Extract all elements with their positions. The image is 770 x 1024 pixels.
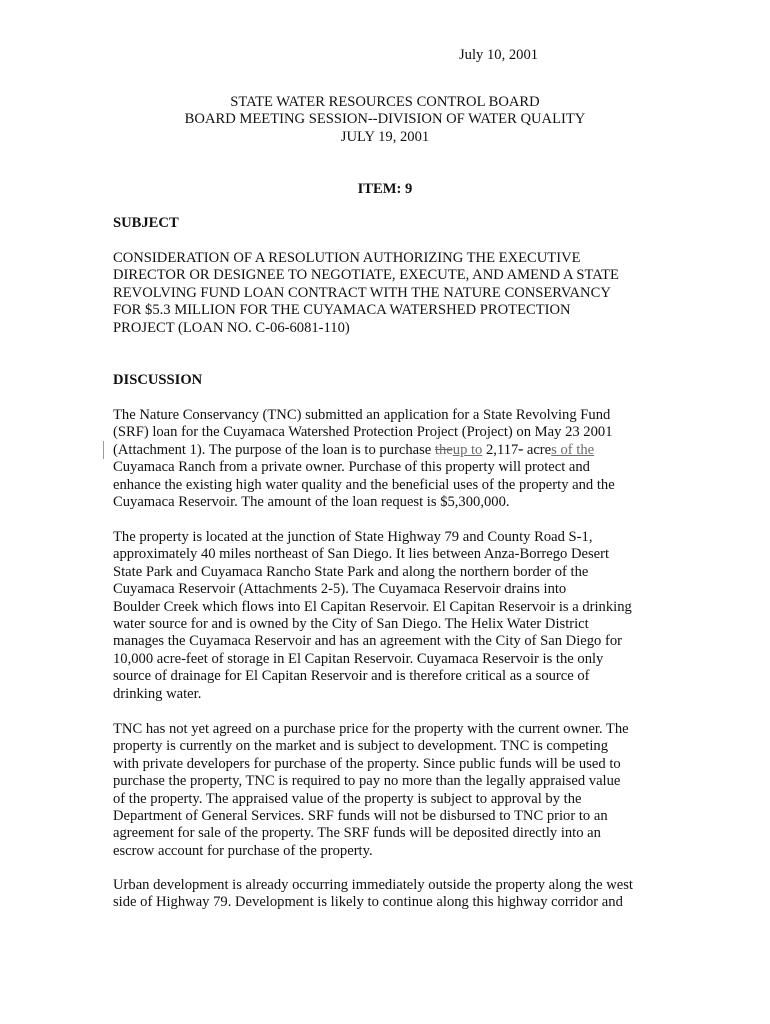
subject-line: DIRECTOR OR DESIGNEE TO NEGOTIATE, EXECUTE, AND AMEND A STATE: [113, 267, 619, 284]
paragraph-line: TNC has not yet agreed on a purchase price for the property with the current owner. The: [113, 721, 629, 737]
discussion-paragraph-3: [113, 721, 673, 860]
paragraph-line: 10,000 acre-feet of storage in El Capitan Reservoir. Cuyamaca Reservoir is the only: [113, 650, 604, 667]
subject-heading: SUBJECT: [113, 215, 179, 231]
text-run: 2,117: [482, 441, 519, 458]
header-line-agency: STATE WATER RESOURCES CONTROL BOARD: [230, 94, 540, 110]
paragraph-line: purchase the property, TNC is required to pay no more than the legally appraised value: [113, 773, 621, 790]
paragraph-line: The Nature Conservancy (TNC) submitted an application for a State Revolving Fund: [113, 407, 611, 423]
paragraph-line: with private developers for purchase of the property. Since public funds will be used to: [113, 755, 621, 772]
paragraph-line: side of Highway 79. Development is likely to continue along this highway corridor and: [113, 894, 623, 911]
paragraph-line: property is currently on the market and is subject to development. TNC is competing: [113, 738, 608, 755]
header-line-meeting-date: JULY 19, 2001: [340, 128, 430, 145]
paragraph-line: (SRF) loan for the Cuyamaca Watershed Protection Project (Project) on May 23 2001: [113, 424, 613, 441]
inserted-text: s of the: [551, 441, 595, 458]
subject-line: PROJECT (LOAN NO. C-06-6081-110): [113, 319, 350, 336]
paragraph-line: Cuyamaca Reservoir (Attachments 2-5). The Cuyamaca Reservoir drains into: [113, 581, 567, 598]
discussion-paragraph-4: [113, 877, 673, 912]
document-date: July 10, 2001: [459, 47, 539, 63]
paragraph-line: agreement for sale of the property. The SRF funds will be deposited directly into an: [113, 825, 601, 842]
subject-line: FOR $5.3 MILLION FOR THE CUYAMACA WATERSHED PROTECTION: [113, 302, 571, 319]
paragraph-line: The property is located at the junction of State Highway 79 and County Road S-1,: [113, 529, 593, 545]
paragraph-line: of the property. The appraised value of the property is subject to approval by the: [113, 790, 582, 807]
paragraph-line: water source for and is owned by the City of San Diego. The Helix Water District: [113, 616, 589, 633]
paragraph-line: Boulder Creek which flows into El Capitan Reservoir. El Capitan Reservoir is a drinking: [113, 598, 632, 615]
text-run: acre: [523, 441, 552, 458]
paragraph-line: Department of General Services. SRF funds will not be disbursed to TNC prior to an: [113, 808, 608, 825]
paragraph-line: manages the Cuyamaca Reservoir and has an agreement with the City of San Diego for: [113, 633, 622, 650]
paragraph-line: Urban development is already occurring immediately outside the property along the west: [113, 877, 633, 893]
paragraph-line-tracked-changes: [113, 442, 673, 459]
deleted-text: the: [434, 441, 453, 458]
subject-line: CONSIDERATION OF A RESOLUTION AUTHORIZING THE EXECUTIVE: [113, 250, 581, 266]
paragraph-line: drinking water.: [113, 685, 202, 702]
paragraph-line: escrow account for purchase of the property.: [113, 842, 373, 859]
item-number: ITEM: 9: [357, 181, 413, 197]
paragraph-line: approximately 40 miles northeast of San Diego. It lies between Anza-Borrego Desert: [113, 546, 610, 563]
header-line-session: BOARD MEETING SESSION--DIVISION OF WATER QUALITY: [184, 111, 586, 128]
discussion-paragraph-1: [113, 407, 673, 511]
paragraph-line: Cuyamaca Reservoir. The amount of the loan request is $5,300,000.: [113, 494, 510, 511]
revision-change-bar: [103, 441, 104, 459]
paragraph-line: enhance the existing high water quality and the beneficial uses of the property and the: [113, 476, 615, 493]
paragraph-line: State Park and Cuyamaca Rancho State Park and along the northern border of the: [113, 563, 589, 580]
subject-text: [113, 250, 673, 337]
inserted-text: up to: [452, 441, 483, 458]
agency-header: [0, 94, 770, 146]
deleted-text: -: [518, 441, 524, 458]
discussion-heading: DISCUSSION: [113, 372, 203, 388]
paragraph-line: source of drainage for El Capitan Reservoir and is therefore critical as a source of: [113, 668, 590, 685]
text-run: (Attachment 1). The purpose of the loan is to purchase: [113, 441, 435, 458]
subject-line: REVOLVING FUND LOAN CONTRACT WITH THE NATURE CONSERVANCY: [113, 284, 611, 301]
discussion-paragraph-2: [113, 529, 673, 703]
paragraph-line: Cuyamaca Ranch from a private owner. Purchase of this property will protect and: [113, 459, 590, 476]
